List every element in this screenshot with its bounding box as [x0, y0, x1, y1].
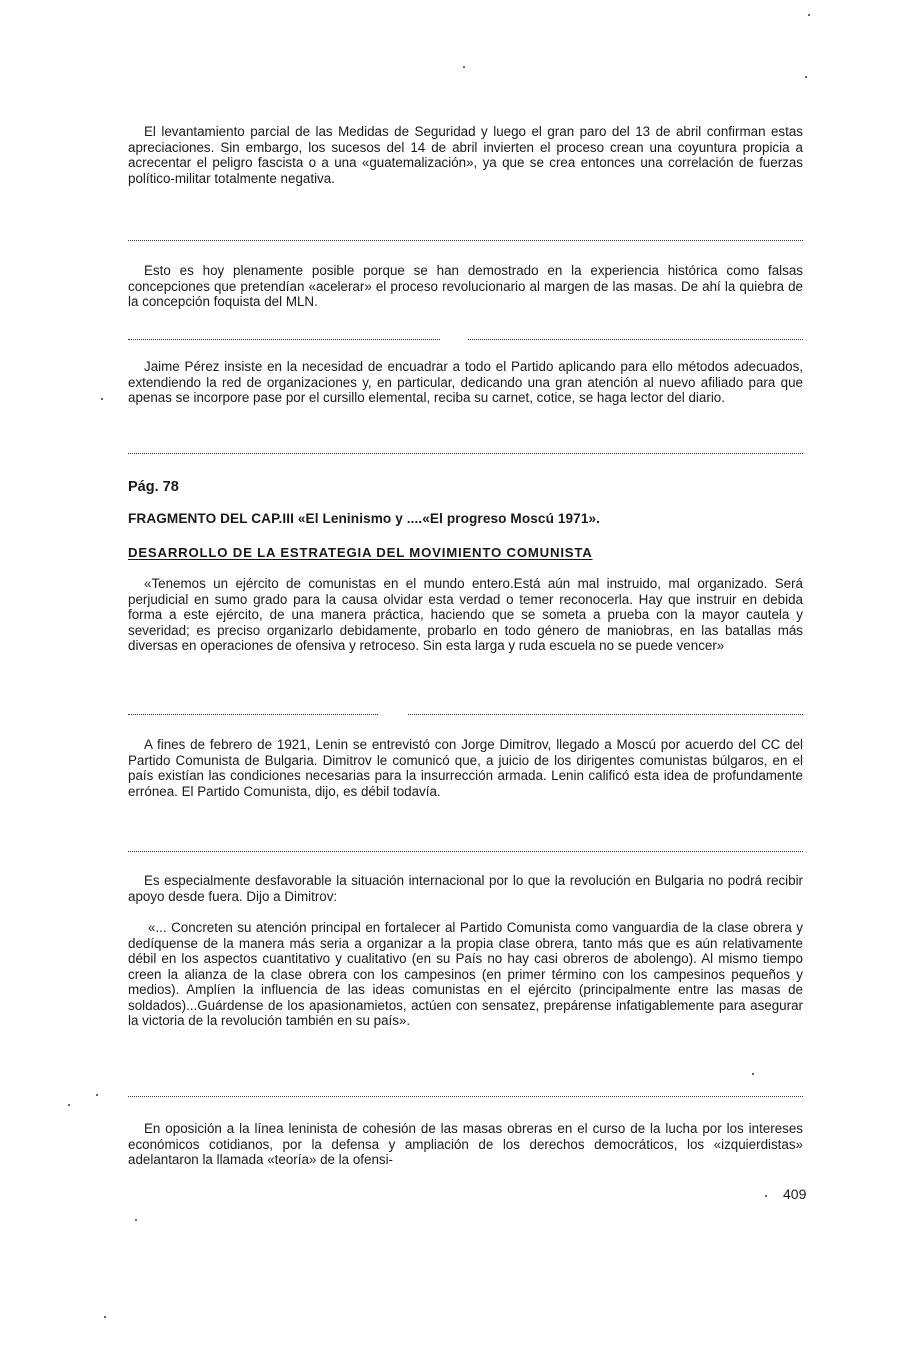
scan-speck	[463, 66, 465, 68]
paragraph-falsas-concepciones: Esto es hoy plenamente posible porque se han demostrado en la experiencia histórica como falsas concepciones que pretendían «acelerar» el proceso revolucionario al margen de las masas. De ahí la quiebra de la concepción foquista del MLN.	[128, 263, 803, 309]
scan-speck	[101, 398, 103, 400]
paragraph-dimitrov-visit: A fines de febrero de 1921, Lenin se entrevistó con Jorge Dimitrov, llegado a Moscú por acuerdo del CC del Partido Comunista de Bulgaria. Dimitrov le comunicó que, a juicio de los dirigentes comunistas búlgaros, en el país existían las condiciones necesarias para la insurrección armada. Lenin calificó esta idea de profundamente errónea. El Partido Comunista, dijo, es débil todavía.	[128, 737, 803, 799]
scan-speck	[752, 1073, 754, 1075]
paragraph-lenin-quote: «Tenemos un ejército de comunistas en el mundo entero.Está aún mal instruido, mal organizado. Será perjudicial en sumo grado para la causa olvidar esta verdad o temer reconocerla. Hay que instruir en debida forma a este ejército, de una manera práctica, haciendo que se someta a prueba con la mayor cautela y severidad; es preciso organizarlo debidamente, probarlo en todo género de maniobras, en las batallas más diversas en operaciones de ofensiva y retroceso. Sin esta larga y ruda escuela no se puede vencer»	[128, 576, 803, 653]
paragraph-situacion-internacional: Es especialmente desfavorable la situación internacional por lo que la revolución en Bulgaria no podrá recibir apoyo desde fuera. Dijo a Dimitrov:	[128, 873, 803, 904]
scan-speck	[805, 76, 807, 78]
scan-speck	[68, 1104, 70, 1106]
page-number: 409	[783, 1186, 807, 1202]
paragraph-medidas-seguridad: El levantamiento parcial de las Medidas de Seguridad y luego el gran paro del 13 de abril confirman estas apreciaciones. Sin embargo, los sucesos del 14 de abril invierten el proceso crean una coyuntura propicia a acrecentar el peligro fascista o a una «guatemalización», ya que se crea entonces una correlación de fuerzas político-militar totalmente negativa.	[128, 124, 803, 186]
scan-speck	[765, 1195, 767, 1197]
paragraph-oposicion: En oposición a la línea leninista de cohesión de las masas obreras en el curso de la lucha por los intereses económicos cotidianos, por la defensa y ampliación de los derechos democráticos, los «izquierdistas» adelantaron la llamada «teoría» de la ofensi-	[128, 1121, 803, 1167]
ellipsis-separator	[128, 851, 803, 852]
scan-speck	[96, 1094, 98, 1096]
scan-speck	[135, 1219, 137, 1221]
page-reference-heading: Pág. 78	[128, 479, 179, 495]
ellipsis-separator	[128, 453, 803, 454]
ellipsis-separator	[128, 714, 378, 715]
ellipsis-separator	[128, 339, 440, 340]
ellipsis-separator	[128, 1096, 803, 1097]
ellipsis-separator	[128, 240, 803, 241]
scan-speck	[104, 1316, 106, 1318]
ellipsis-separator	[468, 339, 803, 340]
block-quote-lenin: «... Concreten su atención principal en fortalecer al Partido Comunista como vanguardia de la clase obrera y dedíquense de la manera más seria a organizar a la propia clase obrera, tanto más que es aún relativamente débil en los aspectos cuantitativo y cualitativo (en su País no hay casi obreros de abolengo). Al mismo tiempo creen la alianza de la clase obrera con los campesinos (en primer término con los campesinos pequeños y medios). Amplíen la influencia de las ideas comunistas en el ejército (principalmente entre las masas de soldados)...Guárdense de los apasionamietos, actúen con sensatez, prepárense infatigablemente para asegurar la victoria de la revolución también en su país».	[128, 920, 803, 1028]
section-heading: DESARROLLO DE LA ESTRATEGIA DEL MOVIMIENTO COMUNISTA	[128, 545, 593, 560]
ellipsis-separator	[408, 714, 803, 715]
fragment-heading: FRAGMENTO DEL CAP.III «El Leninismo y ....«El progreso Moscú 1971».	[128, 511, 601, 526]
paragraph-jaime-perez: Jaime Pérez insiste en la necesidad de encuadrar a todo el Partido aplicando para ello métodos adecuados, extendiendo la red de organizaciones y, en particular, dedicando una gran atención al nuevo afiliado para que apenas se incorpore pase por el cursillo elemental, reciba su carnet, cotice, se haga lector del diario.	[128, 359, 803, 405]
scan-speck	[808, 14, 810, 16]
